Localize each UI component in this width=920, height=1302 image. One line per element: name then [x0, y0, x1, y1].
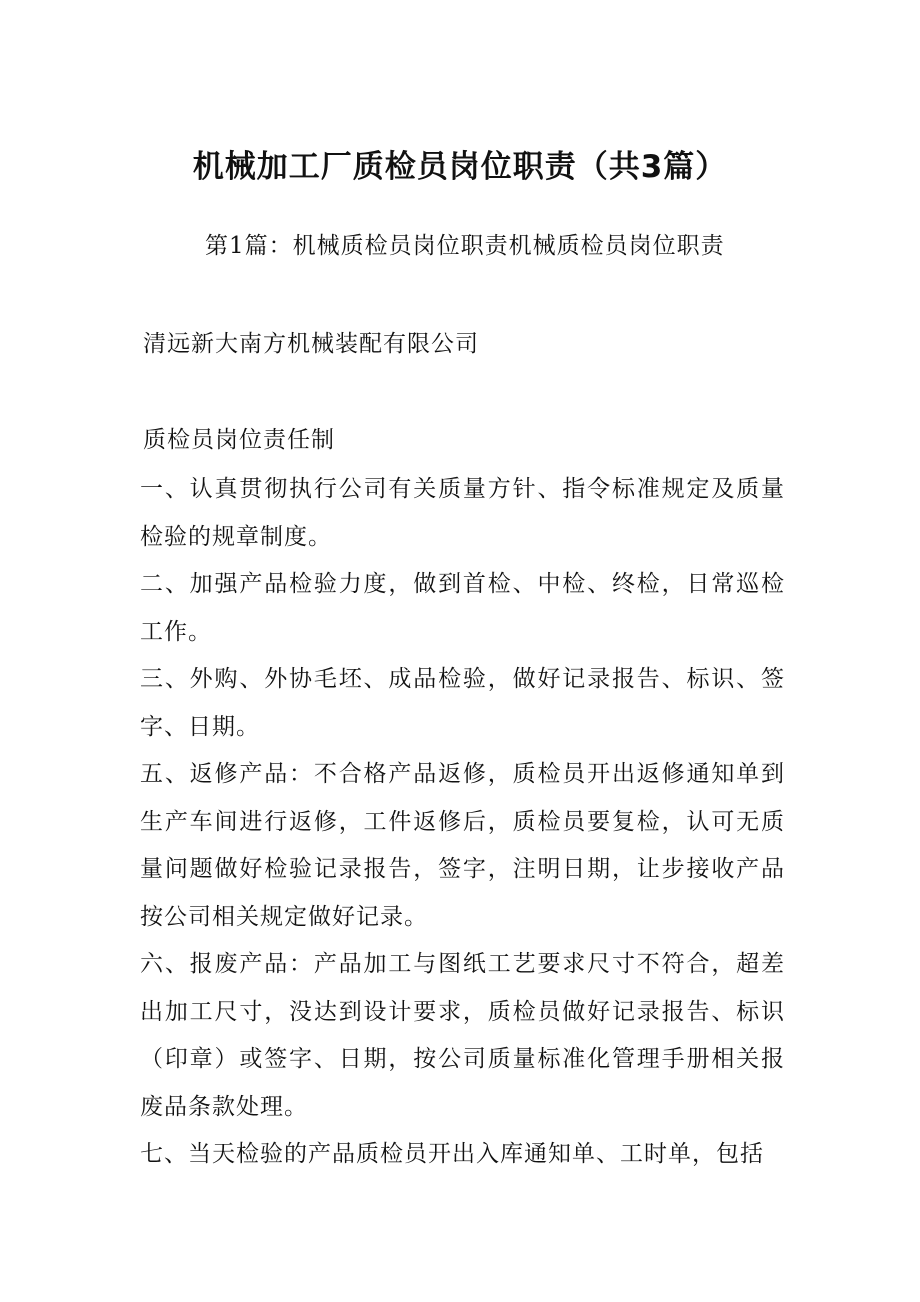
duty-item-1: 一、认真贯彻执行公司有关质量方针、指令标准规定及质量检验的规章制度。 — [140, 476, 785, 550]
duty-item-2: 二、加强产品检验力度，做到首检、中检、终检，日常巡检工作。 — [140, 571, 785, 645]
duty-item-6: 六、报废产品：产品加工与图纸工艺要求尺寸不符合，超差出加工尺寸，没达到设计要求，质检员做好记录报告、标识（印章）或签字、日期，按公司质量标准化管理手册相关报废品条款处理。 — [140, 951, 785, 1120]
company-name: 清远新大南方机械装配有限公司 — [143, 331, 479, 357]
document-title: 机械加工厂质检员岗位职责（共3篇） — [192, 149, 728, 185]
duty-item-7: 七、当天检验的产品质检员开出入库通知单、工时单，包括 — [140, 1141, 764, 1167]
duty-item-3: 三、外购、外协毛坯、成品检验，做好记录报告、标识、签字、日期。 — [140, 666, 785, 740]
duty-list — [140, 466, 785, 1179]
section-heading: 质检员岗位责任制 — [143, 427, 335, 453]
duty-item-5: 五、返修产品：不合格产品返修，质检员开出返修通知单到生产车间进行返修，工件返修后，质检员要复检，认可无质量问题做好检验记录报告，签字，注明日期，让步接收产品按公司相关规定做好记录。 — [140, 761, 785, 930]
document-subtitle: 第1篇：机械质检员岗位职责机械质检员岗位职责 — [205, 233, 725, 259]
